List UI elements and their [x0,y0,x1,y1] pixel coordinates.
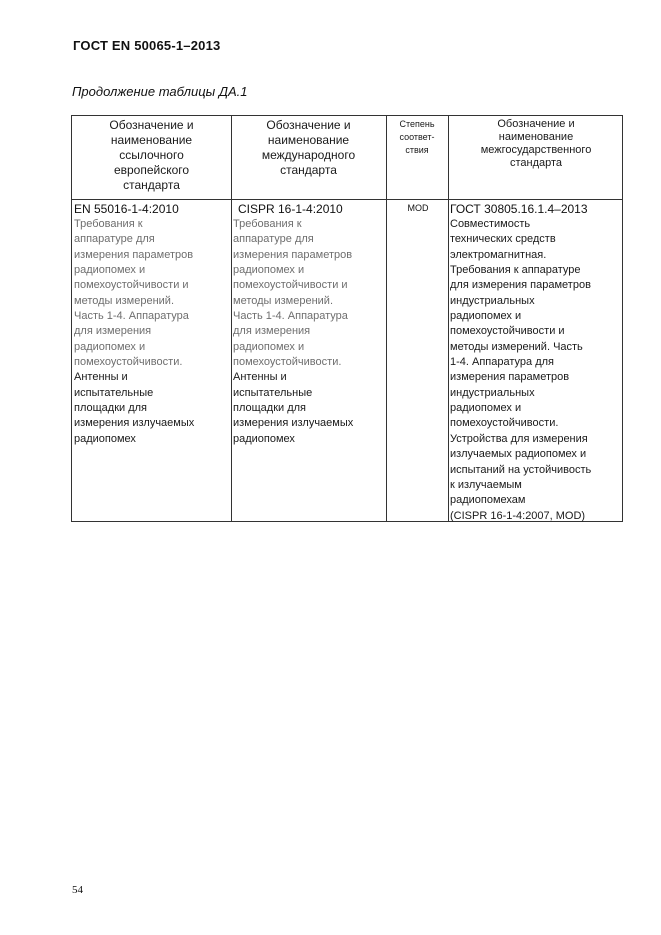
standard-code: EN 55016-1-4:2010 [74,202,179,216]
cell-international-standard: CISPR 16-1-4:2010 Требования к аппаратуре для измерения параметров радиопомех и помехоустойчивости и методы измерений. Часть 1-4. Аппаратура для измерения радиопомех и помехоустойчивости. Антенны и испытательные площадки для измерения излучаемых радиопомех [233,202,385,447]
standard-code: CISPR 16-1-4:2010 [238,202,343,216]
table-caption: Продолжение таблицы ДА.1 [72,84,248,99]
header-interstate-standard: Обозначение и наименование межгосударственного стандарта [480,118,592,169]
comparison-table [71,115,623,522]
cell-interstate-standard: ГОСТ 30805.16.1.4–2013 Совместимость технических средств электромагнитная. Требования к аппаратуре для измерения параметров индустриальных радиопомех и помехоустойчивости и методы измерений. Часть 1-4. Аппаратура для измерения параметров индустриальных радиопомех и помехоустойчивости. Устройства для измерения излучаемых радиопомех и испытаний на устойчивость к излучаемым радиопомехам (CISPR 16-1-4:2007, MOD) [450,202,623,524]
column-divider [448,116,449,521]
degree-of-correspondence: MOD [407,203,429,213]
header-row-divider [72,199,622,200]
column-divider [386,116,387,521]
header-degree-of-correspondence: Степень соответ- ствия [399,119,435,155]
header-european-standard: Обозначение и наименование ссылочного европейского стандарта [109,118,194,192]
cell-european-standard: EN 55016-1-4:2010 Требования к аппаратуре для измерения параметров радиопомех и помехоустойчивости и методы измерений. Часть 1-4. Аппаратура для измерения радиопомех и помехоустойчивости. Антенны и испытательные площадки для измерения излучаемых радиопомех [74,202,230,447]
header-international-standard: Обозначение и наименование международного стандарта [261,118,356,177]
document-header: ГОСТ EN 50065-1–2013 [73,38,221,53]
standard-code: ГОСТ 30805.16.1.4–2013 [450,202,588,216]
page-number: 54 [72,884,83,896]
